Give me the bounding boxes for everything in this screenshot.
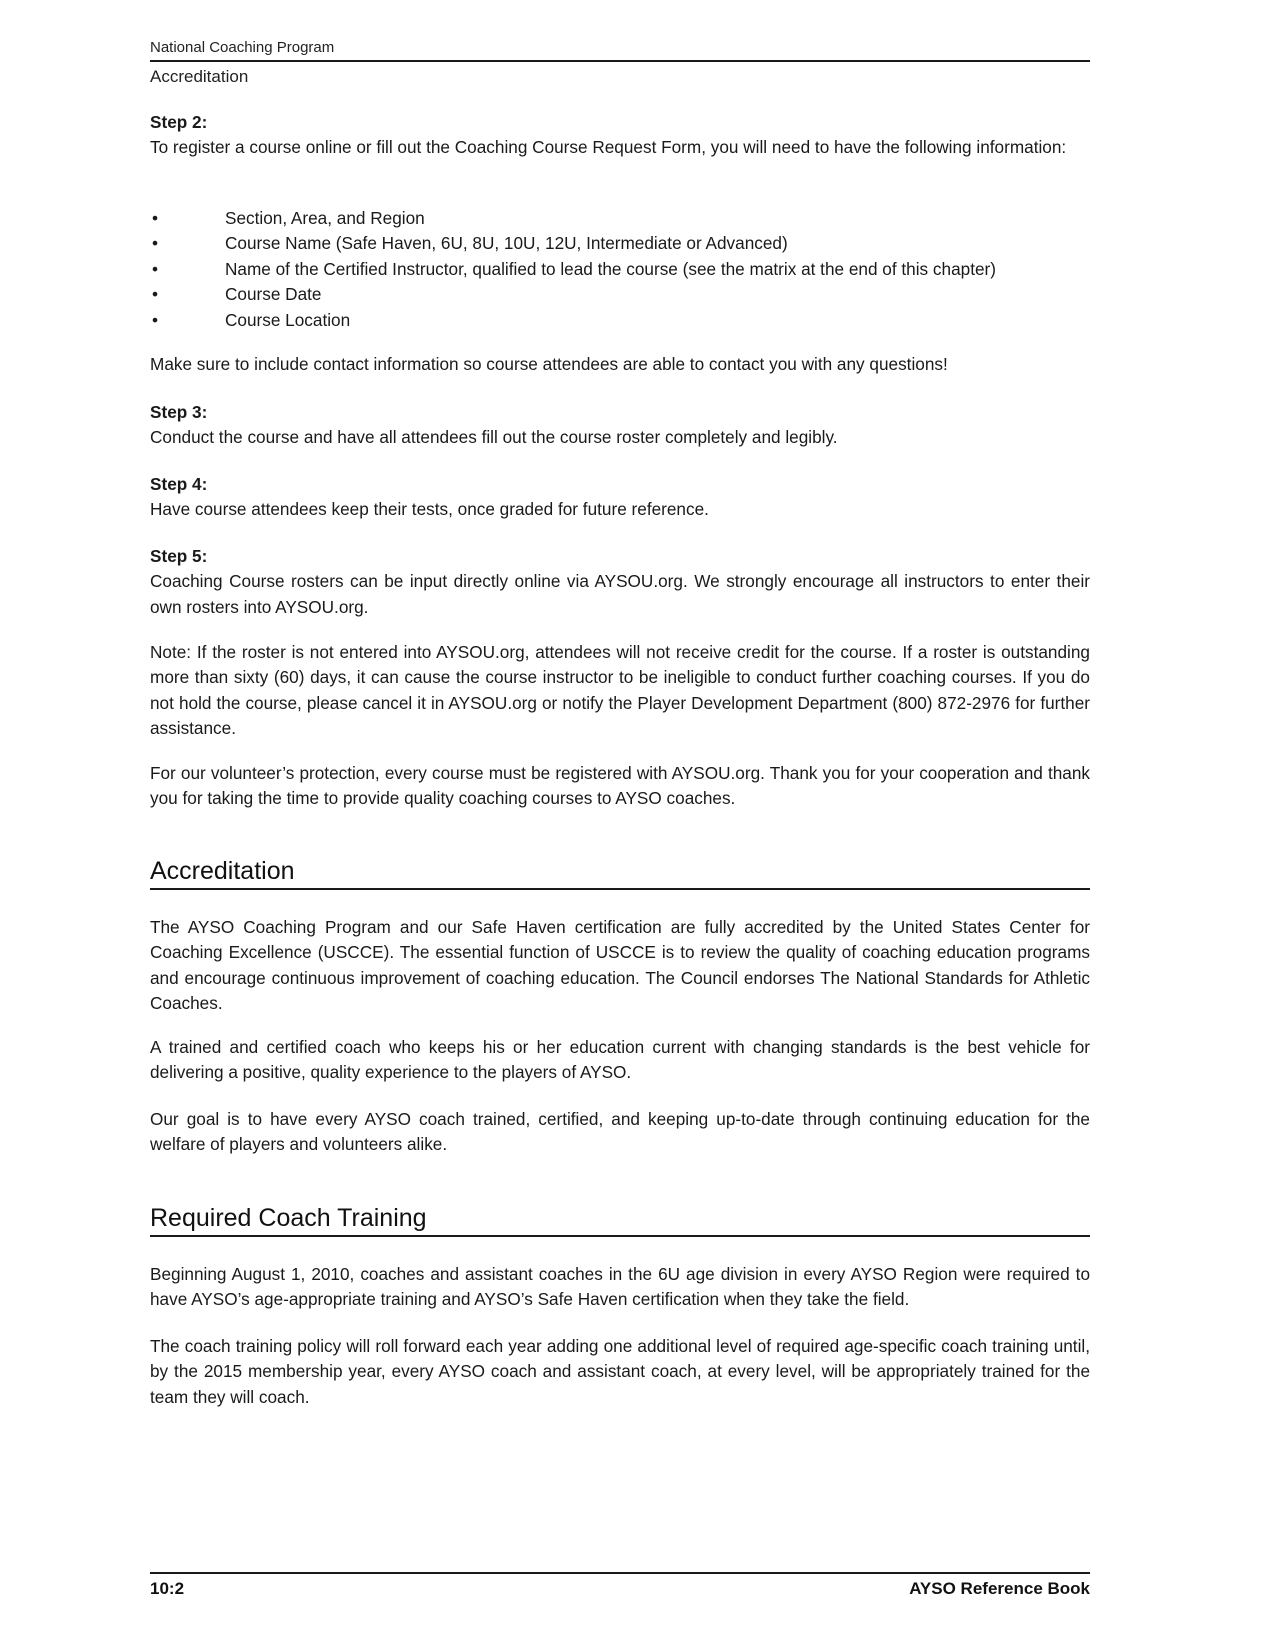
header-program-title: National Coaching Program bbox=[150, 39, 335, 56]
bullet-text: Name of the Certified Instructor, qualified to lead the course (see the matrix at the end of this chapter) bbox=[225, 258, 996, 279]
bullet-text: Course Date bbox=[225, 284, 322, 305]
step2-block bbox=[150, 110, 1090, 161]
roster-note: Note: If the roster is not entered into AYSOU.org, attendees will not receive credit for the course. If a roster is outstanding more than sixty (60) days, it can cause the course instructor to be ineligible to conduct further coaching courses. If you do not hold the course, please cancel it in AYSOU.org or notify the Player Development Department (800) 872-2976 for further assistance. bbox=[150, 642, 1090, 739]
page-number: 10:2 bbox=[150, 1579, 185, 1598]
step3-block bbox=[150, 400, 1090, 451]
accreditation-heading: Accreditation bbox=[150, 856, 1090, 890]
running-header bbox=[150, 38, 1090, 62]
list-item bbox=[150, 282, 1090, 307]
step4-text: Have course attendees keep their tests, once graded for future reference. bbox=[150, 499, 709, 520]
bullet-icon: • bbox=[152, 309, 159, 330]
step2-label: Step 2: bbox=[150, 112, 208, 132]
required-training-paragraph-1: Beginning August 1, 2010, coaches and assistant coaches in the 6U age division in every AYSO Region were required to have AYSO’s age-appropriate training and AYSO’s Safe Haven certification when they take the field. bbox=[150, 1264, 1090, 1310]
bullet-icon: • bbox=[152, 208, 159, 228]
bullet-text: Course Name (Safe Haven, 6U, 8U, 10U, 12U, Intermediate or Advanced) bbox=[225, 233, 788, 254]
bullet-icon: • bbox=[152, 258, 159, 279]
bullet-text: Section, Area, and Region bbox=[225, 208, 425, 228]
step3-label: Step 3: bbox=[150, 402, 208, 422]
protection-paragraph: For our volunteer’s protection, every course must be registered with AYSOU.org. Thank you for your cooperation and thank you for taking the time to provide quality coaching courses to AYSO coaches. bbox=[150, 763, 1090, 809]
list-item bbox=[150, 257, 1090, 282]
step3-text: Conduct the course and have all attendees fill out the course roster completely and legibly. bbox=[150, 427, 838, 448]
bullet-icon: • bbox=[152, 233, 159, 254]
bullet-icon: • bbox=[152, 284, 159, 305]
required-training-heading: Required Coach Training bbox=[150, 1203, 1090, 1237]
document-page bbox=[150, 0, 1090, 1650]
header-section-title: Accreditation bbox=[150, 67, 249, 86]
list-item bbox=[150, 231, 1090, 256]
step4-label: Step 4: bbox=[150, 474, 208, 494]
step4-block bbox=[150, 472, 1090, 523]
step2-bullet-list-wrap bbox=[150, 206, 1090, 333]
required-training-paragraph-2: The coach training policy will roll forward each year adding one additional level of required age-specific coach training until, by the 2015 membership year, every AYSO coach and assistant coach, at every level, will be appropriately trained for the team they will coach. bbox=[150, 1336, 1090, 1407]
bullet-text: Course Location bbox=[225, 309, 351, 330]
step5-label: Step 5: bbox=[150, 546, 208, 566]
step2-text: To register a course online or fill out the Coaching Course Request Form, you will need to have the following information: bbox=[150, 137, 1067, 158]
step2-bullet-list bbox=[150, 206, 1090, 333]
contact-note: Make sure to include contact information so course attendees are able to contact you with any questions! bbox=[150, 354, 948, 374]
accreditation-paragraph-3: Our goal is to have every AYSO coach trained, certified, and keeping up-to-date through continuing education for the welfare of players and volunteers alike. bbox=[150, 1109, 1090, 1155]
list-item bbox=[150, 206, 1090, 231]
accreditation-paragraph-2: A trained and certified coach who keeps his or her education current with changing standards is the best vehicle for delivering a positive, quality experience to the players of AYSO. bbox=[150, 1037, 1090, 1083]
book-title: AYSO Reference Book bbox=[909, 1579, 1090, 1598]
page-footer bbox=[150, 1572, 1090, 1600]
step5-block bbox=[150, 544, 1090, 620]
step5-text: Coaching Course rosters can be input directly online via AYSOU.org. We strongly encourage all instructors to enter their own rosters into AYSOU.org. bbox=[150, 571, 1090, 617]
accreditation-paragraph-1: The AYSO Coaching Program and our Safe Haven certification are fully accredited by the United States Center for Coaching Excellence (USCCE). The essential function of USCCE is to review the quality of coaching education programs and encourage continuous improvement of coaching education. The Council endorses The National Standards for Athletic Coaches. bbox=[150, 917, 1090, 1014]
list-item bbox=[150, 308, 1090, 333]
